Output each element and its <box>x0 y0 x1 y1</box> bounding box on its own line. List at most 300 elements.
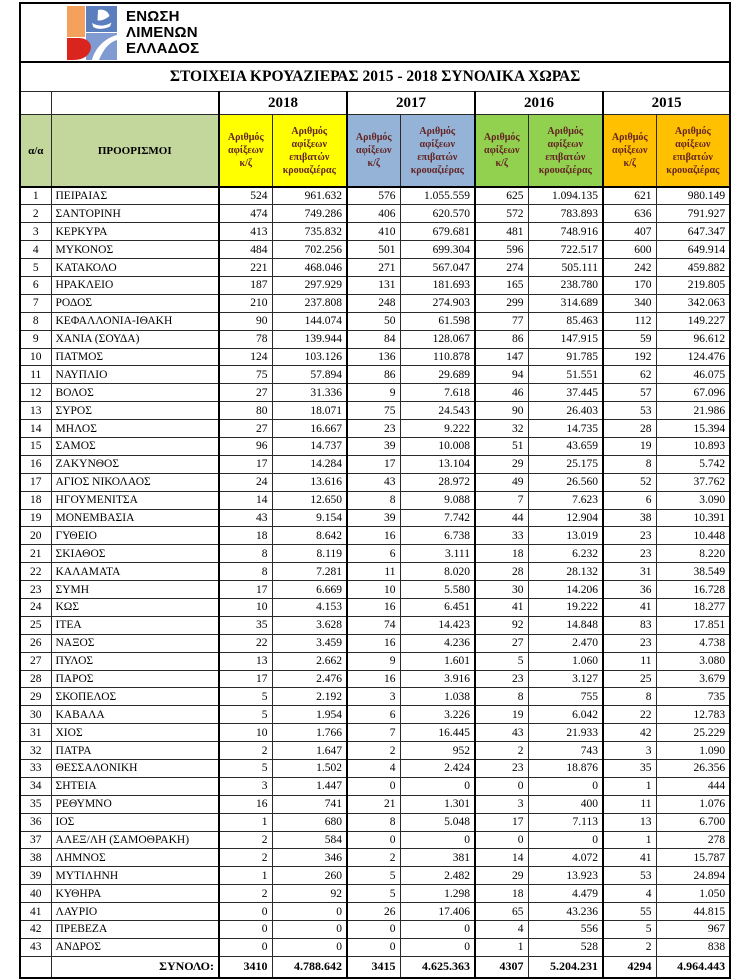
table-row <box>20 921 730 939</box>
value-cell: 528 <box>528 938 603 956</box>
table-row <box>20 885 730 903</box>
value-cell: 342.063 <box>656 294 730 312</box>
value-cell: 2.476 <box>272 670 347 688</box>
value-cell: 8 <box>603 455 656 473</box>
value-cell: 274 <box>475 259 528 277</box>
value-cell: 5 <box>219 760 272 778</box>
value-cell: 0 <box>219 921 272 939</box>
value-cell: 19.222 <box>528 598 603 616</box>
value-cell: 3.090 <box>656 491 730 509</box>
value-cell: 35 <box>603 760 656 778</box>
org-logo <box>21 6 729 60</box>
destination-cell: ΣΥΡΟΣ <box>51 402 219 420</box>
value-cell: 3 <box>475 795 528 813</box>
value-cell: 1.601 <box>400 652 475 670</box>
value-cell: 44 <box>475 509 528 527</box>
passengers-header-2017: Αριθμός αφίξεων επιβατών κρουαζιέρας <box>400 115 475 188</box>
value-cell: 18.277 <box>656 598 730 616</box>
table-row <box>20 455 730 473</box>
value-cell: 702.256 <box>272 241 347 259</box>
value-cell: 400 <box>528 795 603 813</box>
destination-cell: ΚΩΣ <box>51 598 219 616</box>
value-cell: 17.406 <box>400 903 475 921</box>
value-cell: 35 <box>219 616 272 634</box>
row-index: 14 <box>20 420 51 438</box>
value-cell: 5.742 <box>656 455 730 473</box>
value-cell: 50 <box>347 312 400 330</box>
value-cell: 57 <box>603 384 656 402</box>
value-cell: 7.281 <box>272 563 347 581</box>
value-cell: 17 <box>475 813 528 831</box>
value-cell: 755 <box>528 688 603 706</box>
value-cell: 1 <box>219 867 272 885</box>
value-cell: 1.766 <box>272 724 347 742</box>
row-index: 40 <box>20 885 51 903</box>
value-cell: 6.738 <box>400 527 475 545</box>
value-cell: 2 <box>347 849 400 867</box>
destination-cell: ΜΥΤΙΛΗΝΗ <box>51 867 219 885</box>
value-cell: 11 <box>603 652 656 670</box>
value-cell: 86 <box>475 330 528 348</box>
table-row <box>20 384 730 402</box>
value-cell: 17 <box>347 455 400 473</box>
value-cell: 4.236 <box>400 634 475 652</box>
row-index: 8 <box>20 312 51 330</box>
row-index: 18 <box>20 491 51 509</box>
row-index: 28 <box>20 670 51 688</box>
table-row <box>20 223 730 241</box>
value-cell: 0 <box>400 921 475 939</box>
value-cell: 38 <box>603 509 656 527</box>
value-cell: 524 <box>219 187 272 205</box>
value-cell: 596 <box>475 241 528 259</box>
value-cell: 75 <box>219 366 272 384</box>
value-cell: 3 <box>603 742 656 760</box>
table-row <box>20 598 730 616</box>
value-cell: 18 <box>475 885 528 903</box>
value-cell: 237.808 <box>272 294 347 312</box>
row-index: 19 <box>20 509 51 527</box>
value-cell: 165 <box>475 276 528 294</box>
table-row <box>20 795 730 813</box>
value-cell: 0 <box>347 831 400 849</box>
total-ships-2018: 3410 <box>219 956 272 978</box>
index-column-header: α/α <box>20 115 51 188</box>
value-cell: 91.785 <box>528 348 603 366</box>
value-cell: 96.612 <box>656 330 730 348</box>
value-cell: 1.038 <box>400 688 475 706</box>
value-cell: 32 <box>475 420 528 438</box>
value-cell: 31 <box>603 563 656 581</box>
destination-cell: ΠΥΛΟΣ <box>51 652 219 670</box>
year-header-2017: 2017 <box>347 92 475 115</box>
value-cell: 67.096 <box>656 384 730 402</box>
value-cell: 16 <box>219 795 272 813</box>
value-cell: 2 <box>219 742 272 760</box>
value-cell: 0 <box>272 903 347 921</box>
value-cell: 8.642 <box>272 527 347 545</box>
value-cell: 77 <box>475 312 528 330</box>
value-cell: 25 <box>603 670 656 688</box>
value-cell: 9.088 <box>400 491 475 509</box>
table-row <box>20 545 730 563</box>
table-row <box>20 527 730 545</box>
table-row <box>20 312 730 330</box>
destination-cell: ΚΥΘΗΡΑ <box>51 885 219 903</box>
destination-cell: ΛΗΜΝΟΣ <box>51 849 219 867</box>
value-cell: 621 <box>603 187 656 205</box>
value-cell: 0 <box>528 831 603 849</box>
table-row <box>20 670 730 688</box>
title-row <box>20 62 730 92</box>
row-index: 27 <box>20 652 51 670</box>
table-row <box>20 563 730 581</box>
org-name-line2: ΛΙΜΕΝΩΝ <box>126 23 198 41</box>
value-cell: 61.598 <box>400 312 475 330</box>
value-cell: 1.298 <box>400 885 475 903</box>
table-row <box>20 491 730 509</box>
logo-row <box>20 3 730 62</box>
value-cell: 18.876 <box>528 760 603 778</box>
value-cell: 6.700 <box>656 813 730 831</box>
value-cell: 29.689 <box>400 366 475 384</box>
destination-cell: ΧΑΝΙΑ (ΣΟΥΔΑ) <box>51 330 219 348</box>
value-cell: 600 <box>603 241 656 259</box>
value-cell: 55 <box>603 903 656 921</box>
value-cell: 5 <box>219 706 272 724</box>
value-cell: 297.929 <box>272 276 347 294</box>
value-cell: 17 <box>219 455 272 473</box>
value-cell: 29 <box>475 455 528 473</box>
row-index: 41 <box>20 903 51 921</box>
value-cell: 7 <box>347 724 400 742</box>
value-cell: 0 <box>272 938 347 956</box>
value-cell: 24 <box>219 473 272 491</box>
destination-cell: ΡΕΘΥΜΝΟ <box>51 795 219 813</box>
value-cell: 238.780 <box>528 276 603 294</box>
value-cell: 23 <box>603 545 656 563</box>
total-ships-2016: 4307 <box>475 956 528 978</box>
value-cell: 0 <box>400 831 475 849</box>
table-row <box>20 402 730 420</box>
value-cell: 1.060 <box>528 652 603 670</box>
table-row <box>20 420 730 438</box>
value-cell: 1 <box>603 777 656 795</box>
value-cell: 0 <box>475 777 528 795</box>
value-cell: 1.076 <box>656 795 730 813</box>
row-index: 5 <box>20 259 51 277</box>
total-ships-2017: 3415 <box>347 956 400 978</box>
row-index: 36 <box>20 813 51 831</box>
value-cell: 7.623 <box>528 491 603 509</box>
ships-header-2018: Αριθμός αφίξεων κ/ζ <box>219 115 272 188</box>
table-row <box>20 276 730 294</box>
value-cell: 505.111 <box>528 259 603 277</box>
value-cell: 278 <box>656 831 730 849</box>
value-cell: 23 <box>347 420 400 438</box>
value-cell: 2.662 <box>272 652 347 670</box>
row-index: 35 <box>20 795 51 813</box>
value-cell: 7.113 <box>528 813 603 831</box>
destination-cell: ΚΕΡΚΥΡΑ <box>51 223 219 241</box>
value-cell: 556 <box>528 921 603 939</box>
destination-cell: ΝΑΥΠΛΙΟ <box>51 366 219 384</box>
destination-cell: ΒΟΛΟΣ <box>51 384 219 402</box>
value-cell: 28 <box>475 563 528 581</box>
value-cell: 17 <box>219 581 272 599</box>
value-cell: 14.284 <box>272 455 347 473</box>
value-cell: 3.080 <box>656 652 730 670</box>
value-cell: 187 <box>219 276 272 294</box>
table-row <box>20 724 730 742</box>
value-cell: 576 <box>347 187 400 205</box>
value-cell: 10 <box>347 581 400 599</box>
value-cell: 19 <box>475 706 528 724</box>
value-cell: 7.742 <box>400 509 475 527</box>
value-cell: 11 <box>347 563 400 581</box>
cruise-statistics-table <box>19 2 731 979</box>
value-cell: 13.616 <box>272 473 347 491</box>
table-row <box>20 366 730 384</box>
value-cell: 112 <box>603 312 656 330</box>
value-cell: 8 <box>347 491 400 509</box>
value-cell: 3.628 <box>272 616 347 634</box>
value-cell: 6 <box>347 545 400 563</box>
value-cell: 147.915 <box>528 330 603 348</box>
value-cell: 181.693 <box>400 276 475 294</box>
value-cell: 484 <box>219 241 272 259</box>
value-cell: 2 <box>475 742 528 760</box>
value-cell: 6 <box>603 491 656 509</box>
value-cell: 481 <box>475 223 528 241</box>
value-cell: 23 <box>603 634 656 652</box>
value-cell: 474 <box>219 205 272 223</box>
value-cell: 381 <box>400 849 475 867</box>
value-cell: 26.560 <box>528 473 603 491</box>
value-cell: 5 <box>603 921 656 939</box>
total-ships-2015: 4294 <box>603 956 656 978</box>
destination-cell: ΖΑΚΥΝΘΟΣ <box>51 455 219 473</box>
value-cell: 8 <box>219 563 272 581</box>
value-cell: 980.149 <box>656 187 730 205</box>
destination-cell: ΑΝΔΡΟΣ <box>51 938 219 956</box>
total-passengers-2018: 4.788.642 <box>272 956 347 978</box>
value-cell: 10.008 <box>400 437 475 455</box>
value-cell: 314.689 <box>528 294 603 312</box>
value-cell: 18.071 <box>272 402 347 420</box>
value-cell: 144.074 <box>272 312 347 330</box>
value-cell: 13 <box>219 652 272 670</box>
value-cell: 8 <box>475 688 528 706</box>
value-cell: 1.301 <box>400 795 475 813</box>
value-cell: 260 <box>272 867 347 885</box>
row-index: 12 <box>20 384 51 402</box>
value-cell: 649.914 <box>656 241 730 259</box>
value-cell: 74 <box>347 616 400 634</box>
value-cell: 147 <box>475 348 528 366</box>
value-cell: 84 <box>347 330 400 348</box>
value-cell: 17 <box>219 670 272 688</box>
value-cell: 42 <box>603 724 656 742</box>
row-index: 6 <box>20 276 51 294</box>
value-cell: 15.787 <box>656 849 730 867</box>
table-row <box>20 688 730 706</box>
value-cell: 4.479 <box>528 885 603 903</box>
value-cell: 13.923 <box>528 867 603 885</box>
table-row <box>20 330 730 348</box>
value-cell: 16 <box>347 670 400 688</box>
value-cell: 572 <box>475 205 528 223</box>
destination-cell: ΓΥΘΕΙΟ <box>51 527 219 545</box>
table-row <box>20 760 730 778</box>
value-cell: 10.448 <box>656 527 730 545</box>
value-cell: 3.226 <box>400 706 475 724</box>
value-cell: 94 <box>475 366 528 384</box>
table-row <box>20 849 730 867</box>
value-cell: 2 <box>219 831 272 849</box>
value-cell: 96 <box>219 437 272 455</box>
value-cell: 4.072 <box>528 849 603 867</box>
value-cell: 14 <box>475 849 528 867</box>
row-index: 21 <box>20 545 51 563</box>
destination-cell: ΛΑΥΡΙΟ <box>51 903 219 921</box>
value-cell: 4 <box>475 921 528 939</box>
value-cell: 679.681 <box>400 223 475 241</box>
value-cell: 8.119 <box>272 545 347 563</box>
value-cell: 680 <box>272 813 347 831</box>
value-cell: 5 <box>347 867 400 885</box>
value-cell: 10.893 <box>656 437 730 455</box>
value-cell: 192 <box>603 348 656 366</box>
table-row <box>20 706 730 724</box>
value-cell: 26.356 <box>656 760 730 778</box>
value-cell: 19 <box>603 437 656 455</box>
value-cell: 22 <box>603 706 656 724</box>
value-cell: 2 <box>219 849 272 867</box>
value-cell: 51 <box>475 437 528 455</box>
destination-cell: ΣΚΙΑΘΟΣ <box>51 545 219 563</box>
value-cell: 110.878 <box>400 348 475 366</box>
total-passengers-2017: 4.625.363 <box>400 956 475 978</box>
value-cell: 699.304 <box>400 241 475 259</box>
value-cell: 57.894 <box>272 366 347 384</box>
value-cell: 2.482 <box>400 867 475 885</box>
value-cell: 735 <box>656 688 730 706</box>
value-cell: 80 <box>219 402 272 420</box>
row-index: 4 <box>20 241 51 259</box>
value-cell: 1 <box>219 813 272 831</box>
row-index: 31 <box>20 724 51 742</box>
row-index: 43 <box>20 938 51 956</box>
value-cell: 14.735 <box>528 420 603 438</box>
row-index: 20 <box>20 527 51 545</box>
value-cell: 43 <box>347 473 400 491</box>
value-cell: 9.154 <box>272 509 347 527</box>
value-cell: 23 <box>603 527 656 545</box>
row-index: 11 <box>20 366 51 384</box>
value-cell: 406 <box>347 205 400 223</box>
value-cell: 0 <box>475 831 528 849</box>
value-cell: 131 <box>347 276 400 294</box>
destination-cell: ΠΑΤΜΟΣ <box>51 348 219 366</box>
destination-cell: ΡΟΔΟΣ <box>51 294 219 312</box>
value-cell: 12.783 <box>656 706 730 724</box>
value-cell: 735.832 <box>272 223 347 241</box>
destination-cell: ΠΕΙΡΑΙΑΣ <box>51 187 219 205</box>
value-cell: 210 <box>219 294 272 312</box>
row-index: 2 <box>20 205 51 223</box>
value-cell: 25.229 <box>656 724 730 742</box>
total-passengers-2015: 4.964.443 <box>656 956 730 978</box>
table-row <box>20 473 730 491</box>
value-cell: 139.944 <box>272 330 347 348</box>
destination-cell: ΠΑΤΡΑ <box>51 742 219 760</box>
value-cell: 501 <box>347 241 400 259</box>
value-cell: 3.459 <box>272 634 347 652</box>
value-cell: 6.669 <box>272 581 347 599</box>
value-cell: 16.667 <box>272 420 347 438</box>
destination-cell: ΣΚΟΠΕΛΟΣ <box>51 688 219 706</box>
value-cell: 37.762 <box>656 473 730 491</box>
value-cell: 410 <box>347 223 400 241</box>
org-name-line1: ΕΝΩΣΗ <box>126 7 180 25</box>
value-cell: 90 <box>219 312 272 330</box>
value-cell: 62 <box>603 366 656 384</box>
table-row <box>20 813 730 831</box>
total-row <box>20 956 730 978</box>
org-name-line3: ΕΛΛΑΔΟΣ <box>126 39 200 57</box>
value-cell: 16 <box>347 634 400 652</box>
value-cell: 1.094.135 <box>528 187 603 205</box>
value-cell: 647.347 <box>656 223 730 241</box>
total-row-spacer <box>20 956 51 978</box>
value-cell: 6 <box>347 706 400 724</box>
org-name <box>126 9 199 57</box>
row-index: 10 <box>20 348 51 366</box>
value-cell: 4.153 <box>272 598 347 616</box>
row-index: 25 <box>20 616 51 634</box>
ships-header-2016: Αριθμός αφίξεων κ/ζ <box>475 115 528 188</box>
value-cell: 16.728 <box>656 581 730 599</box>
value-cell: 1.447 <box>272 777 347 795</box>
value-cell: 65 <box>475 903 528 921</box>
destination-cell: ΑΛΕΞ/ΛΗ (ΣΑΜΟΘΡΑΚΗ) <box>51 831 219 849</box>
value-cell: 27 <box>219 420 272 438</box>
destination-cell: ΜΗΛΟΣ <box>51 420 219 438</box>
value-cell: 2 <box>219 885 272 903</box>
destination-cell: ΚΑΤΑΚΟΛΟ <box>51 259 219 277</box>
value-cell: 14.206 <box>528 581 603 599</box>
table-row <box>20 616 730 634</box>
value-cell: 1.502 <box>272 760 347 778</box>
table-row <box>20 437 730 455</box>
value-cell: 15.394 <box>656 420 730 438</box>
year-header-2018: 2018 <box>219 92 347 115</box>
table-row <box>20 903 730 921</box>
destination-cell: ΚΑΛΑΜΑΤΑ <box>51 563 219 581</box>
value-cell: 741 <box>272 795 347 813</box>
table-row <box>20 938 730 956</box>
table-row <box>20 634 730 652</box>
value-cell: 8.020 <box>400 563 475 581</box>
row-index: 33 <box>20 760 51 778</box>
value-cell: 584 <box>272 831 347 849</box>
value-cell: 4 <box>603 885 656 903</box>
value-cell: 24.894 <box>656 867 730 885</box>
value-cell: 13.104 <box>400 455 475 473</box>
destination-cell: ΚΑΒΑΛΑ <box>51 706 219 724</box>
value-cell: 3 <box>347 688 400 706</box>
